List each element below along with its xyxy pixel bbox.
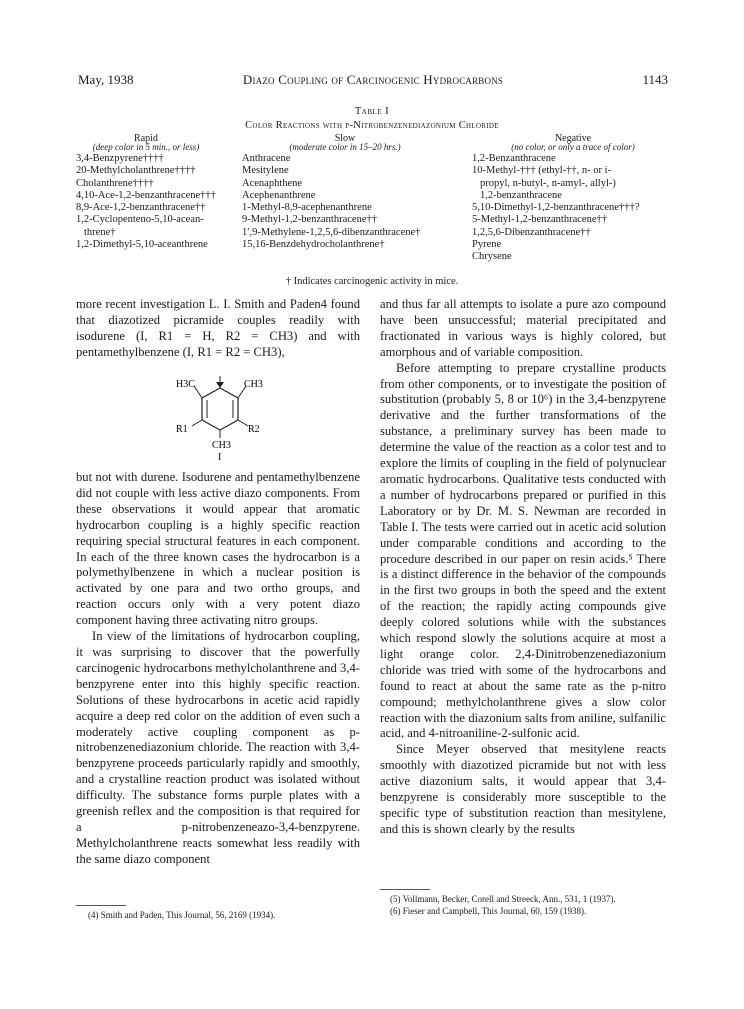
table-column-slow xyxy=(242,153,474,251)
table-cell: 5-Methyl-1,2-benzanthracene†† xyxy=(472,214,607,226)
table-cell: 1,2,5,6-Dibenzanthracene†† xyxy=(472,226,591,238)
table-cell: 3,4-Benzpyrene†††† xyxy=(76,153,164,164)
paragraph: Since Meyer observed that mesitylene reacts smoothly with diazotized picramide but not with less active diazonium salts, it would appear that 3,4-benzpyrene is considerably more susceptible to the specific type of substitution reaction than mesitylene, and this is shown clearly by the results xyxy=(380,742,666,836)
chemical-structure xyxy=(160,370,280,462)
substituent-bond xyxy=(238,420,248,426)
table-cell: 1′,9-Methylene-1,2,5,6-dibenzanthracene† xyxy=(242,226,421,238)
substituent-label: CH3 xyxy=(212,440,231,451)
compound-label: I xyxy=(218,452,222,462)
table-cell: propyl, n-butyl-, n-amyl-, allyl-) xyxy=(480,177,616,189)
table-cell: 1,2-Dimethyl-5,10-aceanthrene xyxy=(76,239,208,251)
column-subtitle: (deep color in 5 min., or less) xyxy=(92,142,200,152)
table-cell: 1-Methyl-8,9-acephenanthrene xyxy=(242,202,372,214)
column-head-negative xyxy=(478,134,668,152)
paragraph: In view of the limitations of hydrocarbon coupling, it was surprising to discover that the powerfully carcinogenic hydrocarbons methylcholanthrene and 3,4-benzpyrene enter into this highly specific reaction. Solutions of these hydrocarbons in acetic acid rapidly acquire a deep red color on the addition of even such a moderately active coupling component as p-nitrobenzenediazonium chloride. The reaction with 3,4-benzpyrene proceeds particularly rapidly and smoothly, and a crystalline reaction product was isolated without difficulty. The substance forms purple plates with a greenish reflex and the composition is that required for a p-nitrobenzeneazo-3,4-benzpyrene. Methylcholanthrene reacts somewhat less readily with the same diazo component xyxy=(76,629,360,866)
header-date: May, 1938 xyxy=(78,72,134,87)
table-footnote: † Indicates carcinogenic activity in mice. xyxy=(285,276,459,287)
table-cell: 1,2-Cyclopenteno-5,10-acean- xyxy=(76,214,204,226)
column-title: Slow xyxy=(334,133,356,144)
table-cell: Acephenanthrene xyxy=(242,189,316,201)
page-number: 1143 xyxy=(642,72,668,87)
table-cell: Cholanthrene†††† xyxy=(76,177,154,189)
paragraph: Before attempting to prepare crystalline products from other components, or to investigate the position of substitution (probably 5, 8 or 10⁶) in the 3,4-benzpyrene derivative and the further transformations of the substance, a preliminary survey has been made to determine the value of the reaction as a color test and to explore the limits of coupling in the field of polynuclear aromatic hydrocarbons. Qualitative tests conducted with a number of hydrocarbons prepared or purified in this Laboratory or by Dr. M. S. Newman are recorded in Table I. The tests were carried out in acetic acid solution under comparable conditions and according to the procedure described in our paper on resin acids.⁵ There is a distinct difference in the behavior of the compounds in the first two groups in both the speed and the extent of the reaction; the rapidly acting compounds give deeply colored solutions while with the substances which respond slowly the solutions acquire at most a light orange color. 2,4-Dinitrobenzenediazonium chloride was tried with some of the hydrocarbons and found to react at about the same rate as the p-nitro compound; methylcholanthrene gives a slow color reaction with the diazonium salts from aniline, sulfanilic acid, and 4-nitroaniline-2-sulfonic acid. xyxy=(380,360,666,741)
column-subtitle: (no color, or only a trace of color) xyxy=(511,142,635,152)
table-caption: Color Reactions with p-Nitrobenzenediazonium Chloride xyxy=(245,120,499,131)
table-column-negative xyxy=(472,153,684,264)
arrow-head xyxy=(216,382,224,388)
table-cell: 9-Methyl-1,2-benzanthracene†† xyxy=(242,214,377,226)
table-cell: 20-Methylcholanthrene†††† xyxy=(76,165,196,177)
paragraph: but not with durene. Isodurene and pentamethylbenzene did not couple with less active diazo components. From these observations it would appear that aromatic hydrocarbon coupling is a highly specific reaction requiring special structural features in each component. In each of the three known cases the hydrocarbon is a polymethylbenzene in which a nuclear position is activated by one para and two ortho groups, and reaction occurs only with a very potent diazo component having three activating nitro groups. xyxy=(76,470,360,628)
table-cell: Mesitylene xyxy=(242,165,289,177)
table-cell: 10-Methyl-††† (ethyl-††, n- or i- xyxy=(472,165,612,177)
paragraph: and thus far all attempts to isolate a pure azo compound have been unsuccessful; material precipitated and fractionated in various ways is highly colored, but amorphous and of variable composition. xyxy=(380,297,666,359)
table-cell: 1,2-benzanthracene xyxy=(480,189,562,201)
table-cell: 4,10-Ace-1,2-benzanthracene††† xyxy=(76,189,216,201)
table-cell: 15,16-Benzdehydrocholanthrene† xyxy=(242,239,385,251)
footnote: (6) Fieser and Campbell, This Journal, 60, 159 (1938). xyxy=(390,906,587,916)
left-column-main xyxy=(76,470,360,868)
table-cell: Pyrene xyxy=(472,239,502,251)
paragraph: more recent investigation L. I. Smith and Paden4 found that diazotized picramide couples readily with isodurene (I, R1 = H, R2 = CH3) and with pentamethylbenzene (I, R1 = R2 = CH3), xyxy=(76,297,360,359)
table-cell: 1,2-Benzanthracene xyxy=(472,153,556,164)
substituent-bond xyxy=(192,420,202,426)
column-subtitle: (moderate color in 15–20 hrs.) xyxy=(289,142,401,152)
table-cell: 8,9-Ace-1,2-benzanthracene†† xyxy=(76,202,206,214)
substituent-label: R2 xyxy=(248,424,260,435)
footnote-rule xyxy=(76,905,126,906)
column-head-slow xyxy=(250,134,440,152)
table-cell: Chrysene xyxy=(472,251,512,263)
table-label: Table I xyxy=(354,106,390,117)
substituent-label: R1 xyxy=(176,424,188,435)
substituent-label: H3C xyxy=(176,379,195,390)
column-title: Rapid xyxy=(134,133,158,144)
footnote: (4) Smith and Paden, This Journal, 56, 2169 (1934). xyxy=(88,910,276,920)
left-column-top xyxy=(76,297,360,361)
footnote: (5) Vollmann, Becker, Corell and Streeck, Ann., 531, 1 (1937). xyxy=(390,894,616,904)
footnote-rule xyxy=(380,889,430,890)
table-cell: Anthracene xyxy=(242,153,291,164)
right-column xyxy=(380,297,666,838)
substituent-label: CH3 xyxy=(244,379,263,390)
column-head-rapid xyxy=(76,134,216,152)
running-header xyxy=(78,72,668,88)
table-cell: Acenaphthene xyxy=(242,177,303,189)
header-title: Diazo Coupling of Carcinogenic Hydrocarbons xyxy=(242,72,504,87)
table-column-rapid xyxy=(76,153,246,251)
substituent-bond xyxy=(194,386,202,398)
column-title: Negative xyxy=(554,133,592,144)
table-cell: threne† xyxy=(84,226,116,238)
benzene-ring-diagram xyxy=(160,370,280,462)
table-cell: 5,10-Dimethyl-1,2-benzanthracene†††? xyxy=(472,202,640,214)
